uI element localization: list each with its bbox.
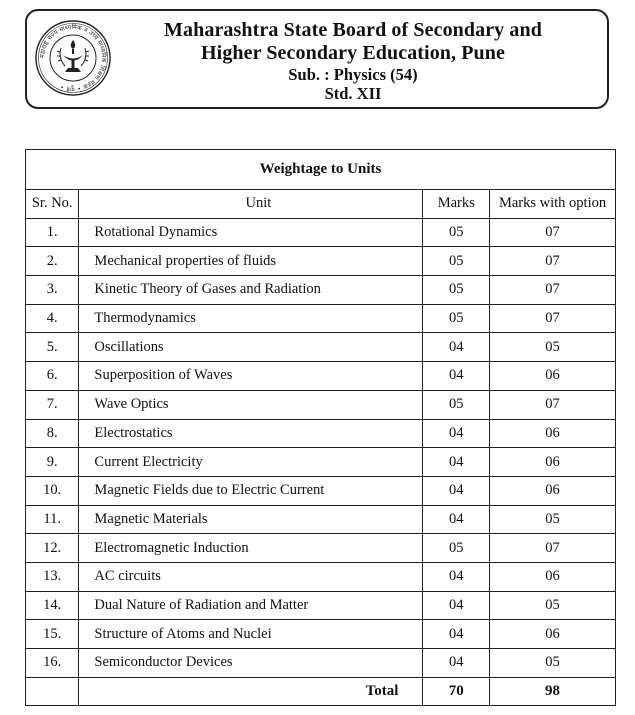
row-sr-no: 16. [26, 649, 79, 678]
row-marks: 04 [423, 448, 490, 477]
board-name-line1: Maharashtra State Board of Secondary and [164, 19, 542, 41]
row-unit-name: Kinetic Theory of Gases and Radiation [79, 276, 423, 305]
header-box [25, 9, 609, 109]
row-sr-no: 10. [26, 476, 79, 505]
table-row [26, 247, 616, 276]
row-unit-name: Superposition of Waves [79, 362, 423, 391]
header-sr-no: Sr. No. [26, 190, 79, 219]
total-label: Total [79, 677, 423, 706]
table-row [26, 476, 616, 505]
row-marks: 04 [423, 419, 490, 448]
row-sr-no: 11. [26, 505, 79, 534]
row-unit-name: Wave Optics [79, 390, 423, 419]
standard-line: Std. XII [324, 84, 382, 103]
row-marks: 05 [423, 534, 490, 563]
board-seal-icon [33, 18, 113, 98]
row-marks: 04 [423, 362, 490, 391]
row-unit-name: Oscillations [79, 333, 423, 362]
row-marks: 04 [423, 562, 490, 591]
header-marks: Marks [423, 190, 490, 219]
total-blank-cell [26, 677, 79, 706]
weightage-table-container [25, 149, 616, 706]
row-marks-with-option: 05 [490, 505, 616, 534]
row-marks: 04 [423, 591, 490, 620]
row-marks-with-option: 06 [490, 448, 616, 477]
table-row [26, 620, 616, 649]
row-sr-no: 5. [26, 333, 79, 362]
row-marks: 05 [423, 218, 490, 247]
row-unit-name: Current Electricity [79, 448, 423, 477]
row-unit-name: Electrostatics [79, 419, 423, 448]
row-sr-no: 7. [26, 390, 79, 419]
row-marks: 05 [423, 276, 490, 305]
row-unit-name: Dual Nature of Radiation and Matter [79, 591, 423, 620]
row-marks: 04 [423, 620, 490, 649]
row-unit-name: Magnetic Fields due to Electric Current [79, 476, 423, 505]
row-marks-with-option: 07 [490, 218, 616, 247]
table-row [26, 390, 616, 419]
header-marks-with-option: Marks with option [490, 190, 616, 219]
total-row [26, 677, 616, 706]
table-row [26, 591, 616, 620]
row-sr-no: 12. [26, 534, 79, 563]
row-marks-with-option: 07 [490, 247, 616, 276]
table-title: Weightage to Units [26, 150, 616, 190]
row-unit-name: Semiconductor Devices [79, 649, 423, 678]
table-row [26, 448, 616, 477]
row-marks-with-option: 07 [490, 390, 616, 419]
table-row [26, 333, 616, 362]
subject-line: Sub. : Physics (54) [288, 65, 418, 84]
header-unit: Unit [79, 190, 423, 219]
row-marks-with-option: 06 [490, 419, 616, 448]
row-sr-no: 2. [26, 247, 79, 276]
row-marks-with-option: 05 [490, 591, 616, 620]
table-row [26, 505, 616, 534]
row-sr-no: 8. [26, 419, 79, 448]
row-unit-name: Magnetic Materials [79, 505, 423, 534]
table-row [26, 562, 616, 591]
row-marks-with-option: 07 [490, 534, 616, 563]
row-unit-name: Thermodynamics [79, 304, 423, 333]
weightage-table [25, 149, 616, 706]
row-unit-name: Mechanical properties of fluids [79, 247, 423, 276]
row-marks-with-option: 06 [490, 362, 616, 391]
row-marks: 04 [423, 476, 490, 505]
row-marks-with-option: 05 [490, 333, 616, 362]
total-marks: 70 [423, 677, 490, 706]
board-name-line2: Higher Secondary Education, Pune [201, 42, 505, 64]
table-row [26, 218, 616, 247]
row-sr-no: 14. [26, 591, 79, 620]
table-row [26, 649, 616, 678]
row-sr-no: 6. [26, 362, 79, 391]
row-sr-no: 15. [26, 620, 79, 649]
row-unit-name: Rotational Dynamics [79, 218, 423, 247]
table-header-row [26, 190, 616, 219]
table-row [26, 362, 616, 391]
row-sr-no: 9. [26, 448, 79, 477]
table-row [26, 534, 616, 563]
header-text [117, 19, 589, 103]
row-marks-with-option: 07 [490, 276, 616, 305]
row-marks: 04 [423, 649, 490, 678]
total-marks-with-option: 98 [490, 677, 616, 706]
row-unit-name: Structure of Atoms and Nuclei [79, 620, 423, 649]
row-marks-with-option: 06 [490, 562, 616, 591]
row-marks-with-option: 06 [490, 620, 616, 649]
row-sr-no: 3. [26, 276, 79, 305]
row-marks-with-option: 06 [490, 476, 616, 505]
row-sr-no: 13. [26, 562, 79, 591]
table-title-row [26, 150, 616, 190]
table-row [26, 419, 616, 448]
row-marks-with-option: 07 [490, 304, 616, 333]
row-marks: 05 [423, 247, 490, 276]
row-marks: 05 [423, 304, 490, 333]
row-marks: 04 [423, 505, 490, 534]
row-sr-no: 4. [26, 304, 79, 333]
row-marks: 05 [423, 390, 490, 419]
row-unit-name: AC circuits [79, 562, 423, 591]
row-marks-with-option: 05 [490, 649, 616, 678]
seal-text: महाराष्ट्र राज्य माध्यमिक व उच्च माध्यमिक शिक्षण मंडळ • पुणे • [38, 23, 108, 93]
table-row [26, 304, 616, 333]
row-marks: 04 [423, 333, 490, 362]
row-unit-name: Electromagnetic Induction [79, 534, 423, 563]
table-row [26, 276, 616, 305]
row-sr-no: 1. [26, 218, 79, 247]
